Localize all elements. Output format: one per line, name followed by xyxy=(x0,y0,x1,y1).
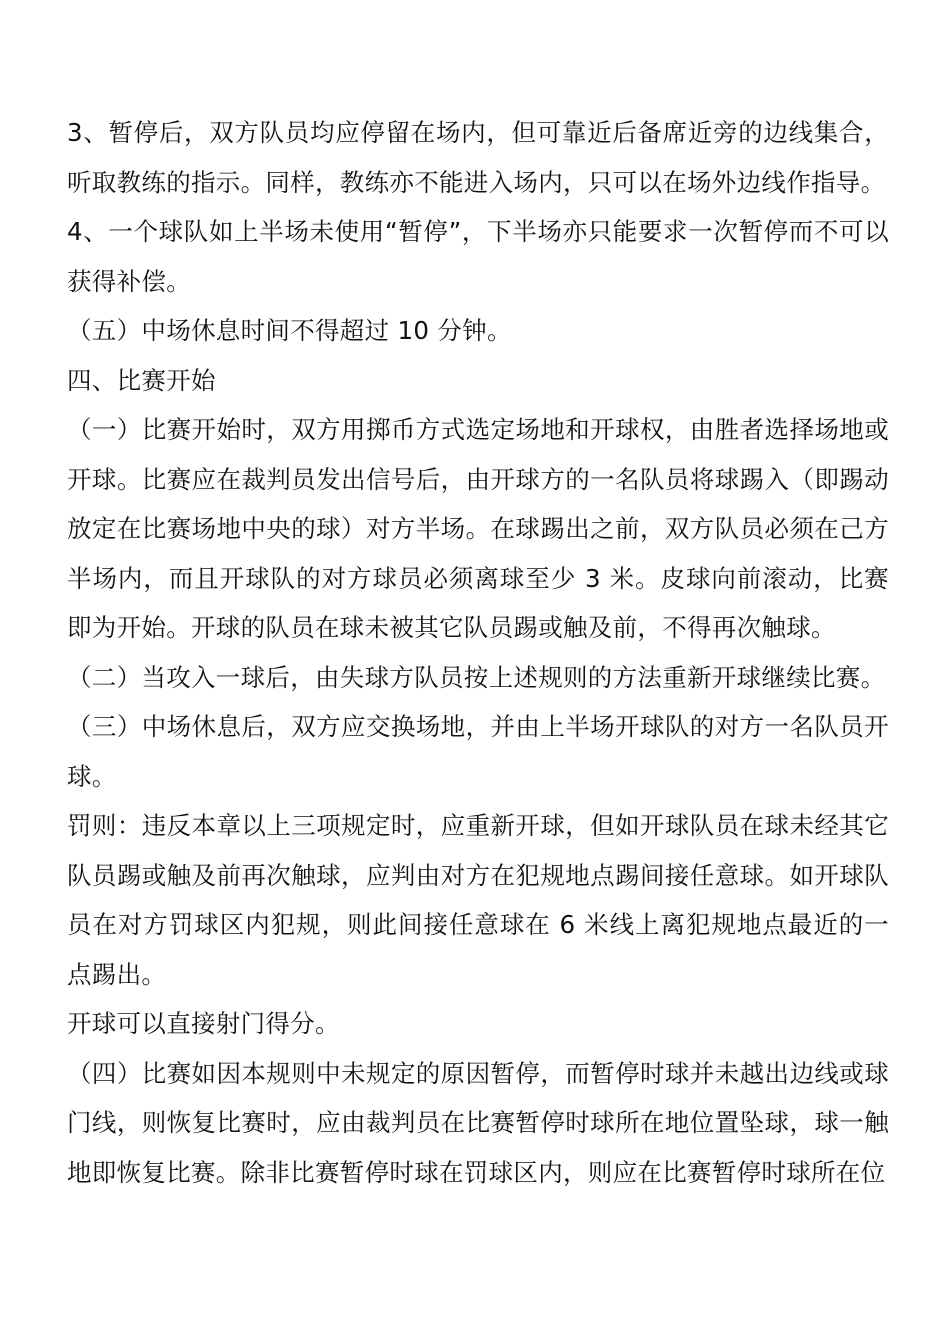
paragraph-direct-goal: 开球可以直接射门得分。 xyxy=(67,1009,340,1038)
paragraph-halftime-break: （五）中场休息时间不得超过 10 分钟。 xyxy=(67,316,512,345)
paragraph-timeout-rule-3: 3、暂停后，双方队员均应停留在场内，但可靠近后备席近旁的边线集合，听取教练的指示。同样，教练亦不能进入场内，只可以在场外边线作指导。 xyxy=(67,118,889,197)
paragraph-timeout-rule-4: 4、一个球队如上半场未使用“暂停”，下半场亦只能要求一次暂停而不可以获得补偿。 xyxy=(67,217,889,296)
document-body xyxy=(67,108,889,1197)
section-heading-kickoff: 四、比赛开始 xyxy=(67,365,216,395)
paragraph-penalty-rule: 罚则：违反本章以上三项规定时，应重新开球，但如开球队员在球未经其它队员踢或触及前再次触球，应判由对方在犯规地点踢间接任意球。如开球队员在对方罚球区内犯规，则此间接任意球在 6 米线上离犯规地点最近的一点踢出。 xyxy=(67,811,889,989)
paragraph-kickoff-start: （一）比赛开始时，双方用掷币方式选定场地和开球权，由胜者选择场地或开球。比赛应在裁判员发出信号后，由开球方的一名队员将球踢入（即踢动放定在比赛场地中央的球）对方半场。在球踢出之前，双方队员必须在己方半场内，而且开球队的对方球员必须离球至少 3 米。皮球向前滚动，比赛即为开始。开球的队员在球未被其它队员踢或触及前，不得再次触球。 xyxy=(67,415,889,642)
paragraph-kickoff-second-half: （三）中场休息后，双方应交换场地，并由上半场开球队的对方一名队员开球。 xyxy=(67,712,889,791)
paragraph-dropped-ball: （四）比赛如因本规则中未规定的原因暂停，而暂停时球并未越出边线或球门线，则恢复比赛时，应由裁判员在比赛暂停时球所在地位置坠球，球一触地即恢复比赛。除非比赛暂停时球在罚球区内，则应在比赛暂停时球所在位 xyxy=(67,1058,889,1187)
paragraph-kickoff-after-goal: （二）当攻入一球后，由失球方队员按上述规则的方法重新开球继续比赛。 xyxy=(67,662,886,692)
